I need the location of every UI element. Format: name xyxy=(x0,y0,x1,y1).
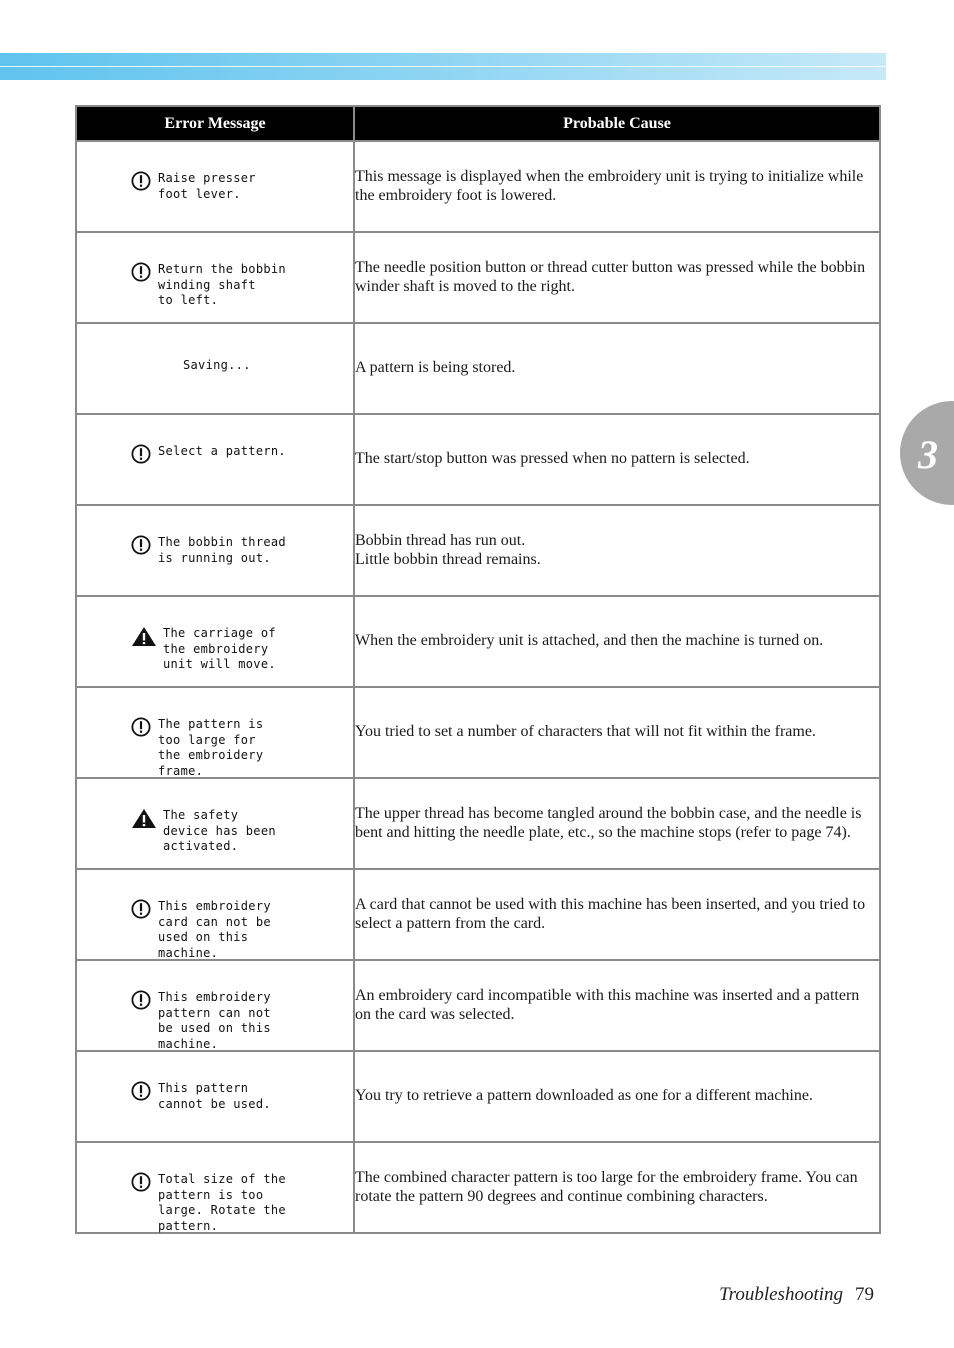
table-row xyxy=(76,778,880,869)
probable-cause-cell: You tried to set a number of characters that will not fit within the frame. xyxy=(354,687,880,778)
footer-section-title: Troubleshooting xyxy=(719,1284,843,1305)
header-error-message: Error Message xyxy=(76,106,354,141)
error-display xyxy=(131,444,286,464)
alert-icon xyxy=(131,171,151,191)
table-body xyxy=(76,141,880,1233)
probable-cause-cell: The combined character pattern is too large for the embroidery frame. You can rotate the pattern 90 degrees and continue combining characters. xyxy=(354,1142,880,1233)
error-message-cell xyxy=(76,596,354,687)
header-band-line xyxy=(0,66,886,67)
error-message-cell xyxy=(76,778,354,869)
chapter-tab xyxy=(900,401,954,505)
probable-cause-cell: Bobbin thread has run out. Little bobbin thread remains. xyxy=(354,505,880,596)
table-row xyxy=(76,1142,880,1233)
error-display xyxy=(131,535,286,566)
warning-icon xyxy=(131,808,157,829)
alert-icon xyxy=(131,899,151,919)
error-message-table xyxy=(75,105,881,1234)
probable-cause-cell: This message is displayed when the embroidery unit is trying to initialize while the embroidery foot is lowered. xyxy=(354,141,880,232)
table-row xyxy=(76,323,880,414)
table-row xyxy=(76,687,880,778)
alert-icon xyxy=(131,535,151,555)
probable-cause-cell: You try to retrieve a pattern downloaded as one for a different machine. xyxy=(354,1051,880,1142)
header-probable-cause: Probable Cause xyxy=(354,106,880,141)
table-row xyxy=(76,232,880,323)
error-message-text: This pattern cannot be used. xyxy=(158,1081,271,1111)
page-number: 79 xyxy=(855,1284,874,1305)
error-message-cell xyxy=(76,414,354,505)
alert-icon xyxy=(131,444,151,464)
error-message-cell xyxy=(76,687,354,778)
error-message-text: This embroidery pattern can not be used on this machine. xyxy=(158,990,271,1051)
error-message-text: Select a pattern. xyxy=(158,444,286,458)
error-message-text: Total size of the pattern is too large. Rotate the pattern. xyxy=(158,1172,286,1233)
error-message-cell xyxy=(76,1142,354,1233)
error-display xyxy=(131,899,271,961)
error-display xyxy=(131,171,256,202)
probable-cause-cell: A card that cannot be used with this machine has been inserted, and you tried to select a pattern from the card. xyxy=(354,869,880,960)
table-row xyxy=(76,414,880,505)
error-message-cell xyxy=(76,960,354,1051)
error-message-text: The safety device has been activated. xyxy=(163,808,276,853)
table-row xyxy=(76,1051,880,1142)
error-message-cell xyxy=(76,505,354,596)
table-row xyxy=(76,869,880,960)
error-message-cell xyxy=(76,869,354,960)
probable-cause-cell: The upper thread has become tangled around the bobbin case, and the needle is bent and hitting the needle plate, etc., so the machine stops (refer to page 74). xyxy=(354,778,880,869)
error-display xyxy=(131,626,276,673)
error-message-cell xyxy=(76,323,354,414)
error-message-cell xyxy=(76,232,354,323)
table-row xyxy=(76,505,880,596)
alert-icon xyxy=(131,990,151,1010)
warning-icon xyxy=(131,626,157,647)
alert-icon xyxy=(131,717,151,737)
error-message-text: The bobbin thread is running out. xyxy=(158,535,286,565)
error-message-text: The pattern is too large for the embroidery frame. xyxy=(158,717,264,778)
alert-icon xyxy=(131,1172,151,1192)
probable-cause-cell: An embroidery card incompatible with this machine was inserted and a pattern on the card was selected. xyxy=(354,960,880,1051)
table-row xyxy=(76,596,880,687)
page-footer xyxy=(719,1284,874,1306)
alert-icon xyxy=(131,1081,151,1101)
probable-cause-cell: The start/stop button was pressed when no pattern is selected. xyxy=(354,414,880,505)
error-message-cell xyxy=(76,141,354,232)
table-row xyxy=(76,141,880,232)
error-message-cell xyxy=(76,1051,354,1142)
probable-cause-cell: When the embroidery unit is attached, and then the machine is turned on. xyxy=(354,596,880,687)
table-row xyxy=(76,960,880,1051)
error-display xyxy=(183,358,251,374)
error-display xyxy=(131,808,276,855)
probable-cause-cell: A pattern is being stored. xyxy=(354,323,880,414)
error-display xyxy=(131,1081,271,1112)
error-message-text: Raise presser foot lever. xyxy=(158,171,256,201)
error-message-text: Saving... xyxy=(183,358,251,372)
error-message-text: The carriage of the embroidery unit will move. xyxy=(163,626,276,671)
error-display xyxy=(131,1172,286,1234)
error-display xyxy=(131,990,271,1052)
error-message-text: This embroidery card can not be used on this machine. xyxy=(158,899,271,960)
table-header-row xyxy=(76,106,880,141)
alert-icon xyxy=(131,262,151,282)
error-display xyxy=(131,262,286,309)
error-message-text: Return the bobbin winding shaft to left. xyxy=(158,262,286,307)
chapter-number: 3 xyxy=(918,432,938,477)
error-display xyxy=(131,717,263,779)
probable-cause-cell: The needle position button or thread cutter button was pressed while the bobbin winder shaft is moved to the right. xyxy=(354,232,880,323)
